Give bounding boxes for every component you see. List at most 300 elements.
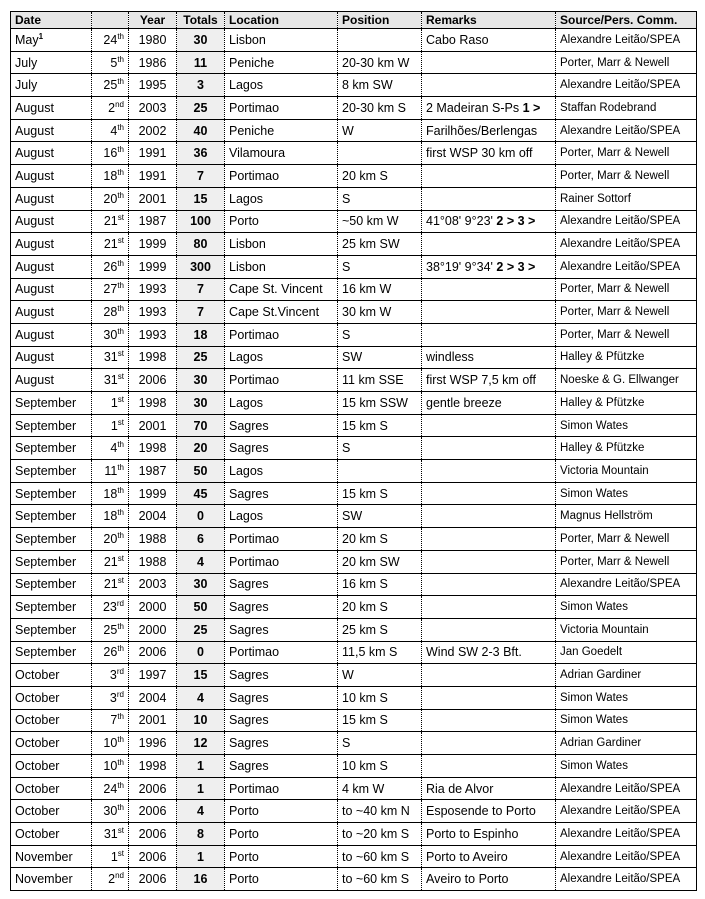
month-cell (11, 414, 92, 437)
header-date: Date (11, 12, 92, 29)
table-row (11, 664, 697, 687)
day-cell (92, 142, 129, 165)
header-location: Location (225, 12, 338, 29)
remarks-cell (422, 187, 556, 210)
position-cell: ~50 km W (338, 210, 422, 233)
day-text: 2 (108, 100, 116, 115)
day-text: 21 (103, 214, 118, 229)
year-cell: 1980 (129, 29, 177, 52)
day-text: 26 (103, 259, 118, 274)
location-cell: Portimao (225, 777, 338, 800)
total-cell: 50 (177, 596, 225, 619)
month-text: August (15, 214, 54, 229)
day-suffix: th (117, 258, 124, 268)
day-cell (92, 29, 129, 52)
month-cell (11, 709, 92, 732)
day-text: 4 (110, 123, 118, 138)
source-cell: Simon Wates (556, 755, 697, 778)
month-text: September (15, 441, 77, 456)
year-cell: 2006 (129, 823, 177, 846)
day-suffix: th (117, 735, 124, 744)
location-cell: Lagos (225, 187, 338, 210)
source-cell: Alexandre Leitão/SPEA (556, 823, 697, 846)
reference-links[interactable]: 2 > 3 > (496, 259, 536, 274)
position-cell: 25 km S (338, 618, 422, 641)
table-header (11, 12, 697, 29)
position-cell: 20 km S (338, 165, 422, 188)
day-text: 5 (110, 55, 118, 70)
position-cell (338, 142, 422, 165)
month-text: August (15, 305, 54, 320)
month-text: September (15, 622, 77, 637)
source-cell: Alexandre Leitão/SPEA (556, 800, 697, 823)
day-text: 2 (108, 872, 116, 887)
month-text: July (15, 78, 38, 93)
remarks-cell (422, 392, 556, 415)
day-cell (92, 301, 129, 324)
year-cell: 2001 (129, 414, 177, 437)
table-row (11, 301, 697, 324)
position-cell: 15 km S (338, 482, 422, 505)
location-cell: Sagres (225, 732, 338, 755)
location-cell: Sagres (225, 664, 338, 687)
total-cell: 15 (177, 187, 225, 210)
table-row (11, 618, 697, 641)
position-cell: 15 km S (338, 414, 422, 437)
table-row (11, 255, 697, 278)
source-cell: Jan Goedelt (556, 641, 697, 664)
year-cell: 1991 (129, 142, 177, 165)
month-text: July (15, 55, 38, 70)
day-suffix: th (117, 326, 124, 336)
table-row (11, 278, 697, 301)
remarks-text: Porto to Espinho (426, 826, 519, 841)
month-cell (11, 732, 92, 755)
day-suffix: st (117, 848, 124, 858)
month-cell (11, 278, 92, 301)
source-cell: Noeske & G. Ellwanger (556, 369, 697, 392)
total-cell: 30 (177, 392, 225, 415)
table-row (11, 323, 697, 346)
location-cell: Sagres (225, 482, 338, 505)
source-cell: Alexandre Leitão/SPEA (556, 255, 697, 278)
location-cell: Porto (225, 845, 338, 868)
month-cell (11, 187, 92, 210)
year-cell: 2006 (129, 369, 177, 392)
table-row (11, 210, 697, 233)
year-cell: 1999 (129, 233, 177, 256)
total-cell: 1 (177, 777, 225, 800)
remarks-cell (422, 414, 556, 437)
year-cell: 1993 (129, 323, 177, 346)
day-text: 30 (103, 327, 118, 342)
day-text: 11 (104, 463, 118, 478)
source-cell: Alexandre Leitão/SPEA (556, 119, 697, 142)
month-cell (11, 437, 92, 460)
month-text: September (15, 509, 77, 524)
remarks-text: Esposende to Porto (426, 804, 536, 819)
total-cell: 40 (177, 119, 225, 142)
total-cell: 7 (177, 278, 225, 301)
month-cell (11, 664, 92, 687)
remarks-cell (422, 800, 556, 823)
source-cell: Rainer Sottorf (556, 187, 697, 210)
remarks-cell (422, 369, 556, 392)
total-cell: 70 (177, 414, 225, 437)
position-cell: SW (338, 505, 422, 528)
year-cell: 2006 (129, 641, 177, 664)
remarks-text: Ria de Alvor (426, 781, 494, 796)
day-cell (92, 460, 129, 483)
day-text: 3 (109, 668, 117, 683)
total-cell: 12 (177, 732, 225, 755)
day-text: 1 (110, 418, 118, 433)
day-text: 21 (103, 554, 118, 569)
table-row (11, 346, 697, 369)
table-row (11, 868, 697, 891)
location-cell: Cape St.Vincent (225, 301, 338, 324)
year-cell: 2004 (129, 686, 177, 709)
month-text: October (15, 690, 60, 705)
location-cell: Portimao (225, 97, 338, 120)
month-footnote: 1 (38, 31, 44, 41)
position-cell: 16 km S (338, 573, 422, 596)
location-cell: Portimao (225, 528, 338, 551)
remarks-cell (422, 255, 556, 278)
day-text: 24 (103, 781, 118, 796)
month-cell (11, 460, 92, 483)
location-cell: Lagos (225, 74, 338, 97)
source-cell: Alexandre Leitão/SPEA (556, 29, 697, 52)
day-suffix: st (117, 825, 124, 835)
month-text: October (15, 758, 60, 773)
day-cell (92, 210, 129, 233)
remarks-cell (422, 550, 556, 573)
remarks-cell (422, 823, 556, 846)
location-cell: Lisbon (225, 233, 338, 256)
source-cell: Halley & Pfützke (556, 392, 697, 415)
remarks-cell (422, 664, 556, 687)
position-cell: W (338, 119, 422, 142)
day-text: 25 (103, 78, 118, 93)
position-cell: SW (338, 346, 422, 369)
month-text: September (15, 486, 77, 501)
year-cell: 2003 (129, 573, 177, 596)
position-cell: S (338, 323, 422, 346)
location-cell: Sagres (225, 755, 338, 778)
day-cell (92, 686, 129, 709)
source-cell: Simon Wates (556, 414, 697, 437)
location-cell: Portimao (225, 165, 338, 188)
day-suffix: th (117, 145, 124, 155)
location-cell: Lagos (225, 460, 338, 483)
day-suffix: th (117, 303, 124, 313)
month-text: August (15, 259, 54, 274)
remarks-cell (422, 641, 556, 664)
day-cell (92, 641, 129, 664)
day-suffix: nd (115, 99, 124, 109)
day-suffix: st (117, 235, 124, 245)
day-text: 4 (110, 441, 118, 456)
remarks-cell (422, 233, 556, 256)
total-cell: 4 (177, 550, 225, 573)
month-text: September (15, 531, 77, 546)
month-cell (11, 482, 92, 505)
day-cell (92, 505, 129, 528)
year-cell: 1991 (129, 165, 177, 188)
remarks-cell (422, 142, 556, 165)
day-text: 10 (103, 736, 118, 751)
remarks-cell (422, 755, 556, 778)
day-suffix: th (117, 530, 124, 540)
day-text: 24 (103, 32, 118, 47)
source-cell: Simon Wates (556, 596, 697, 619)
position-cell: 20 km S (338, 528, 422, 551)
day-text: 7 (110, 713, 118, 728)
table-row (11, 233, 697, 256)
location-cell: Porto (225, 210, 338, 233)
day-cell (92, 618, 129, 641)
remarks-cell (422, 618, 556, 641)
year-cell: 1997 (129, 664, 177, 687)
day-suffix: rd (116, 666, 124, 676)
location-cell: Lagos (225, 346, 338, 369)
day-suffix: th (117, 167, 124, 177)
source-cell: Halley & Pfützke (556, 346, 697, 369)
total-cell: 4 (177, 800, 225, 823)
table-row (11, 165, 697, 188)
source-cell: Alexandre Leitão/SPEA (556, 777, 697, 800)
day-cell (92, 664, 129, 687)
source-cell: Porter, Marr & Newell (556, 51, 697, 74)
header-day (92, 12, 129, 29)
remarks-text: first WSP 7,5 km off (426, 373, 536, 388)
remarks-cell (422, 505, 556, 528)
day-text: 16 (103, 146, 118, 161)
day-suffix: th (117, 440, 124, 450)
table-row (11, 732, 697, 755)
day-suffix: st (117, 349, 124, 359)
table-row (11, 777, 697, 800)
total-cell: 25 (177, 97, 225, 120)
total-cell: 45 (177, 482, 225, 505)
position-cell: S (338, 187, 422, 210)
source-cell: Victoria Mountain (556, 618, 697, 641)
position-cell: 30 km W (338, 301, 422, 324)
day-cell (92, 800, 129, 823)
table-row (11, 823, 697, 846)
day-cell (92, 323, 129, 346)
location-cell: Sagres (225, 573, 338, 596)
month-text: September (15, 600, 77, 615)
remarks-cell (422, 528, 556, 551)
day-suffix: th (117, 757, 124, 767)
source-cell: Porter, Marr & Newell (556, 278, 697, 301)
location-cell: Porto (225, 823, 338, 846)
remarks-cell (422, 119, 556, 142)
month-cell (11, 505, 92, 528)
year-cell: 2006 (129, 845, 177, 868)
month-text: August (15, 168, 54, 183)
month-cell (11, 210, 92, 233)
day-text: 26 (103, 645, 118, 660)
total-cell: 7 (177, 165, 225, 188)
position-cell: 10 km S (338, 686, 422, 709)
day-text: 21 (103, 577, 118, 592)
position-cell: 25 km SW (338, 233, 422, 256)
remarks-text: 38°19' 9°34' (426, 259, 493, 274)
day-cell (92, 528, 129, 551)
records-table (10, 11, 697, 891)
remarks-cell (422, 346, 556, 369)
position-cell: W (338, 664, 422, 687)
day-text: 1 (110, 395, 118, 410)
table-row (11, 800, 697, 823)
month-cell (11, 51, 92, 74)
total-cell: 8 (177, 823, 225, 846)
year-cell: 2001 (129, 709, 177, 732)
day-text: 3 (109, 690, 117, 705)
month-cell (11, 596, 92, 619)
day-cell (92, 119, 129, 142)
position-cell: to ~20 km S (338, 823, 422, 846)
total-cell: 300 (177, 255, 225, 278)
position-cell: 15 km SSW (338, 392, 422, 415)
remarks-text: Aveiro to Porto (426, 872, 509, 887)
month-cell (11, 528, 92, 551)
source-cell: Victoria Mountain (556, 460, 697, 483)
source-cell: Porter, Marr & Newell (556, 165, 697, 188)
position-cell: 20 km SW (338, 550, 422, 573)
remarks-cell (422, 845, 556, 868)
remarks-cell (422, 482, 556, 505)
year-cell: 2006 (129, 777, 177, 800)
total-cell: 3 (177, 74, 225, 97)
table-row (11, 437, 697, 460)
month-cell (11, 823, 92, 846)
location-cell: Lagos (225, 392, 338, 415)
total-cell: 10 (177, 709, 225, 732)
day-suffix: th (117, 190, 124, 200)
source-cell: Alexandre Leitão/SPEA (556, 573, 697, 596)
total-cell: 15 (177, 664, 225, 687)
reference-links[interactable]: 2 > 3 > (496, 214, 536, 229)
remarks-cell (422, 573, 556, 596)
total-cell: 50 (177, 460, 225, 483)
location-cell: Peniche (225, 51, 338, 74)
remarks-cell (422, 29, 556, 52)
month-text: November (15, 872, 73, 887)
day-suffix: th (117, 508, 124, 518)
location-cell: Portimao (225, 323, 338, 346)
total-cell: 0 (177, 505, 225, 528)
position-cell: S (338, 255, 422, 278)
month-text: August (15, 237, 54, 252)
year-cell: 1987 (129, 210, 177, 233)
remarks-cell (422, 686, 556, 709)
year-cell: 1998 (129, 437, 177, 460)
position-cell: 10 km S (338, 755, 422, 778)
header-source: Source/Pers. Comm. (556, 12, 697, 29)
remarks-cell (422, 323, 556, 346)
day-text: 18 (103, 486, 118, 501)
position-cell: 20-30 km W (338, 51, 422, 74)
location-cell: Sagres (225, 686, 338, 709)
reference-links[interactable]: 1 > (522, 100, 541, 115)
year-cell: 1998 (129, 346, 177, 369)
total-cell: 4 (177, 686, 225, 709)
total-cell: 25 (177, 346, 225, 369)
header-remarks: Remarks (422, 12, 556, 29)
source-cell: Halley & Pfützke (556, 437, 697, 460)
month-text: August (15, 100, 54, 115)
day-suffix: th (117, 122, 124, 132)
day-suffix: th (117, 462, 124, 472)
day-cell (92, 346, 129, 369)
day-suffix: st (117, 213, 124, 223)
source-cell: Alexandre Leitão/SPEA (556, 845, 697, 868)
total-cell: 6 (177, 528, 225, 551)
location-cell: Lisbon (225, 29, 338, 52)
day-cell (92, 165, 129, 188)
day-suffix: th (117, 281, 124, 291)
day-text: 18 (103, 168, 118, 183)
day-suffix: th (117, 644, 124, 654)
day-cell (92, 51, 129, 74)
day-cell (92, 868, 129, 891)
remarks-cell (422, 709, 556, 732)
day-text: 18 (103, 509, 118, 524)
day-cell (92, 414, 129, 437)
table-row (11, 550, 697, 573)
remarks-cell (422, 777, 556, 800)
day-cell (92, 437, 129, 460)
day-text: 10 (103, 758, 118, 773)
month-cell (11, 686, 92, 709)
month-cell (11, 845, 92, 868)
source-cell: Adrian Gardiner (556, 732, 697, 755)
month-text: August (15, 373, 54, 388)
remarks-text: 2 Madeiran S-Ps (426, 100, 520, 115)
month-text: September (15, 395, 77, 410)
month-text: November (15, 849, 73, 864)
year-cell: 1999 (129, 255, 177, 278)
position-cell: to ~40 km N (338, 800, 422, 823)
day-cell (92, 255, 129, 278)
day-cell (92, 596, 129, 619)
day-cell (92, 187, 129, 210)
location-cell: Cape St. Vincent (225, 278, 338, 301)
month-text: October (15, 804, 60, 819)
remarks-text: Porto to Aveiro (426, 849, 508, 864)
position-cell: 11,5 km S (338, 641, 422, 664)
location-cell: Portimao (225, 369, 338, 392)
position-cell (338, 460, 422, 483)
year-cell: 2000 (129, 596, 177, 619)
position-cell: 20-30 km S (338, 97, 422, 120)
table-row (11, 596, 697, 619)
day-suffix: th (117, 31, 124, 41)
day-suffix: rd (116, 689, 124, 699)
table-row (11, 29, 697, 52)
day-suffix: st (117, 394, 124, 404)
table-row (11, 369, 697, 392)
total-cell: 7 (177, 301, 225, 324)
remarks-text: first WSP 30 km off (426, 146, 533, 161)
remarks-cell (422, 165, 556, 188)
day-suffix: th (117, 77, 124, 87)
remarks-text: 41°08' 9°23' (426, 214, 493, 229)
